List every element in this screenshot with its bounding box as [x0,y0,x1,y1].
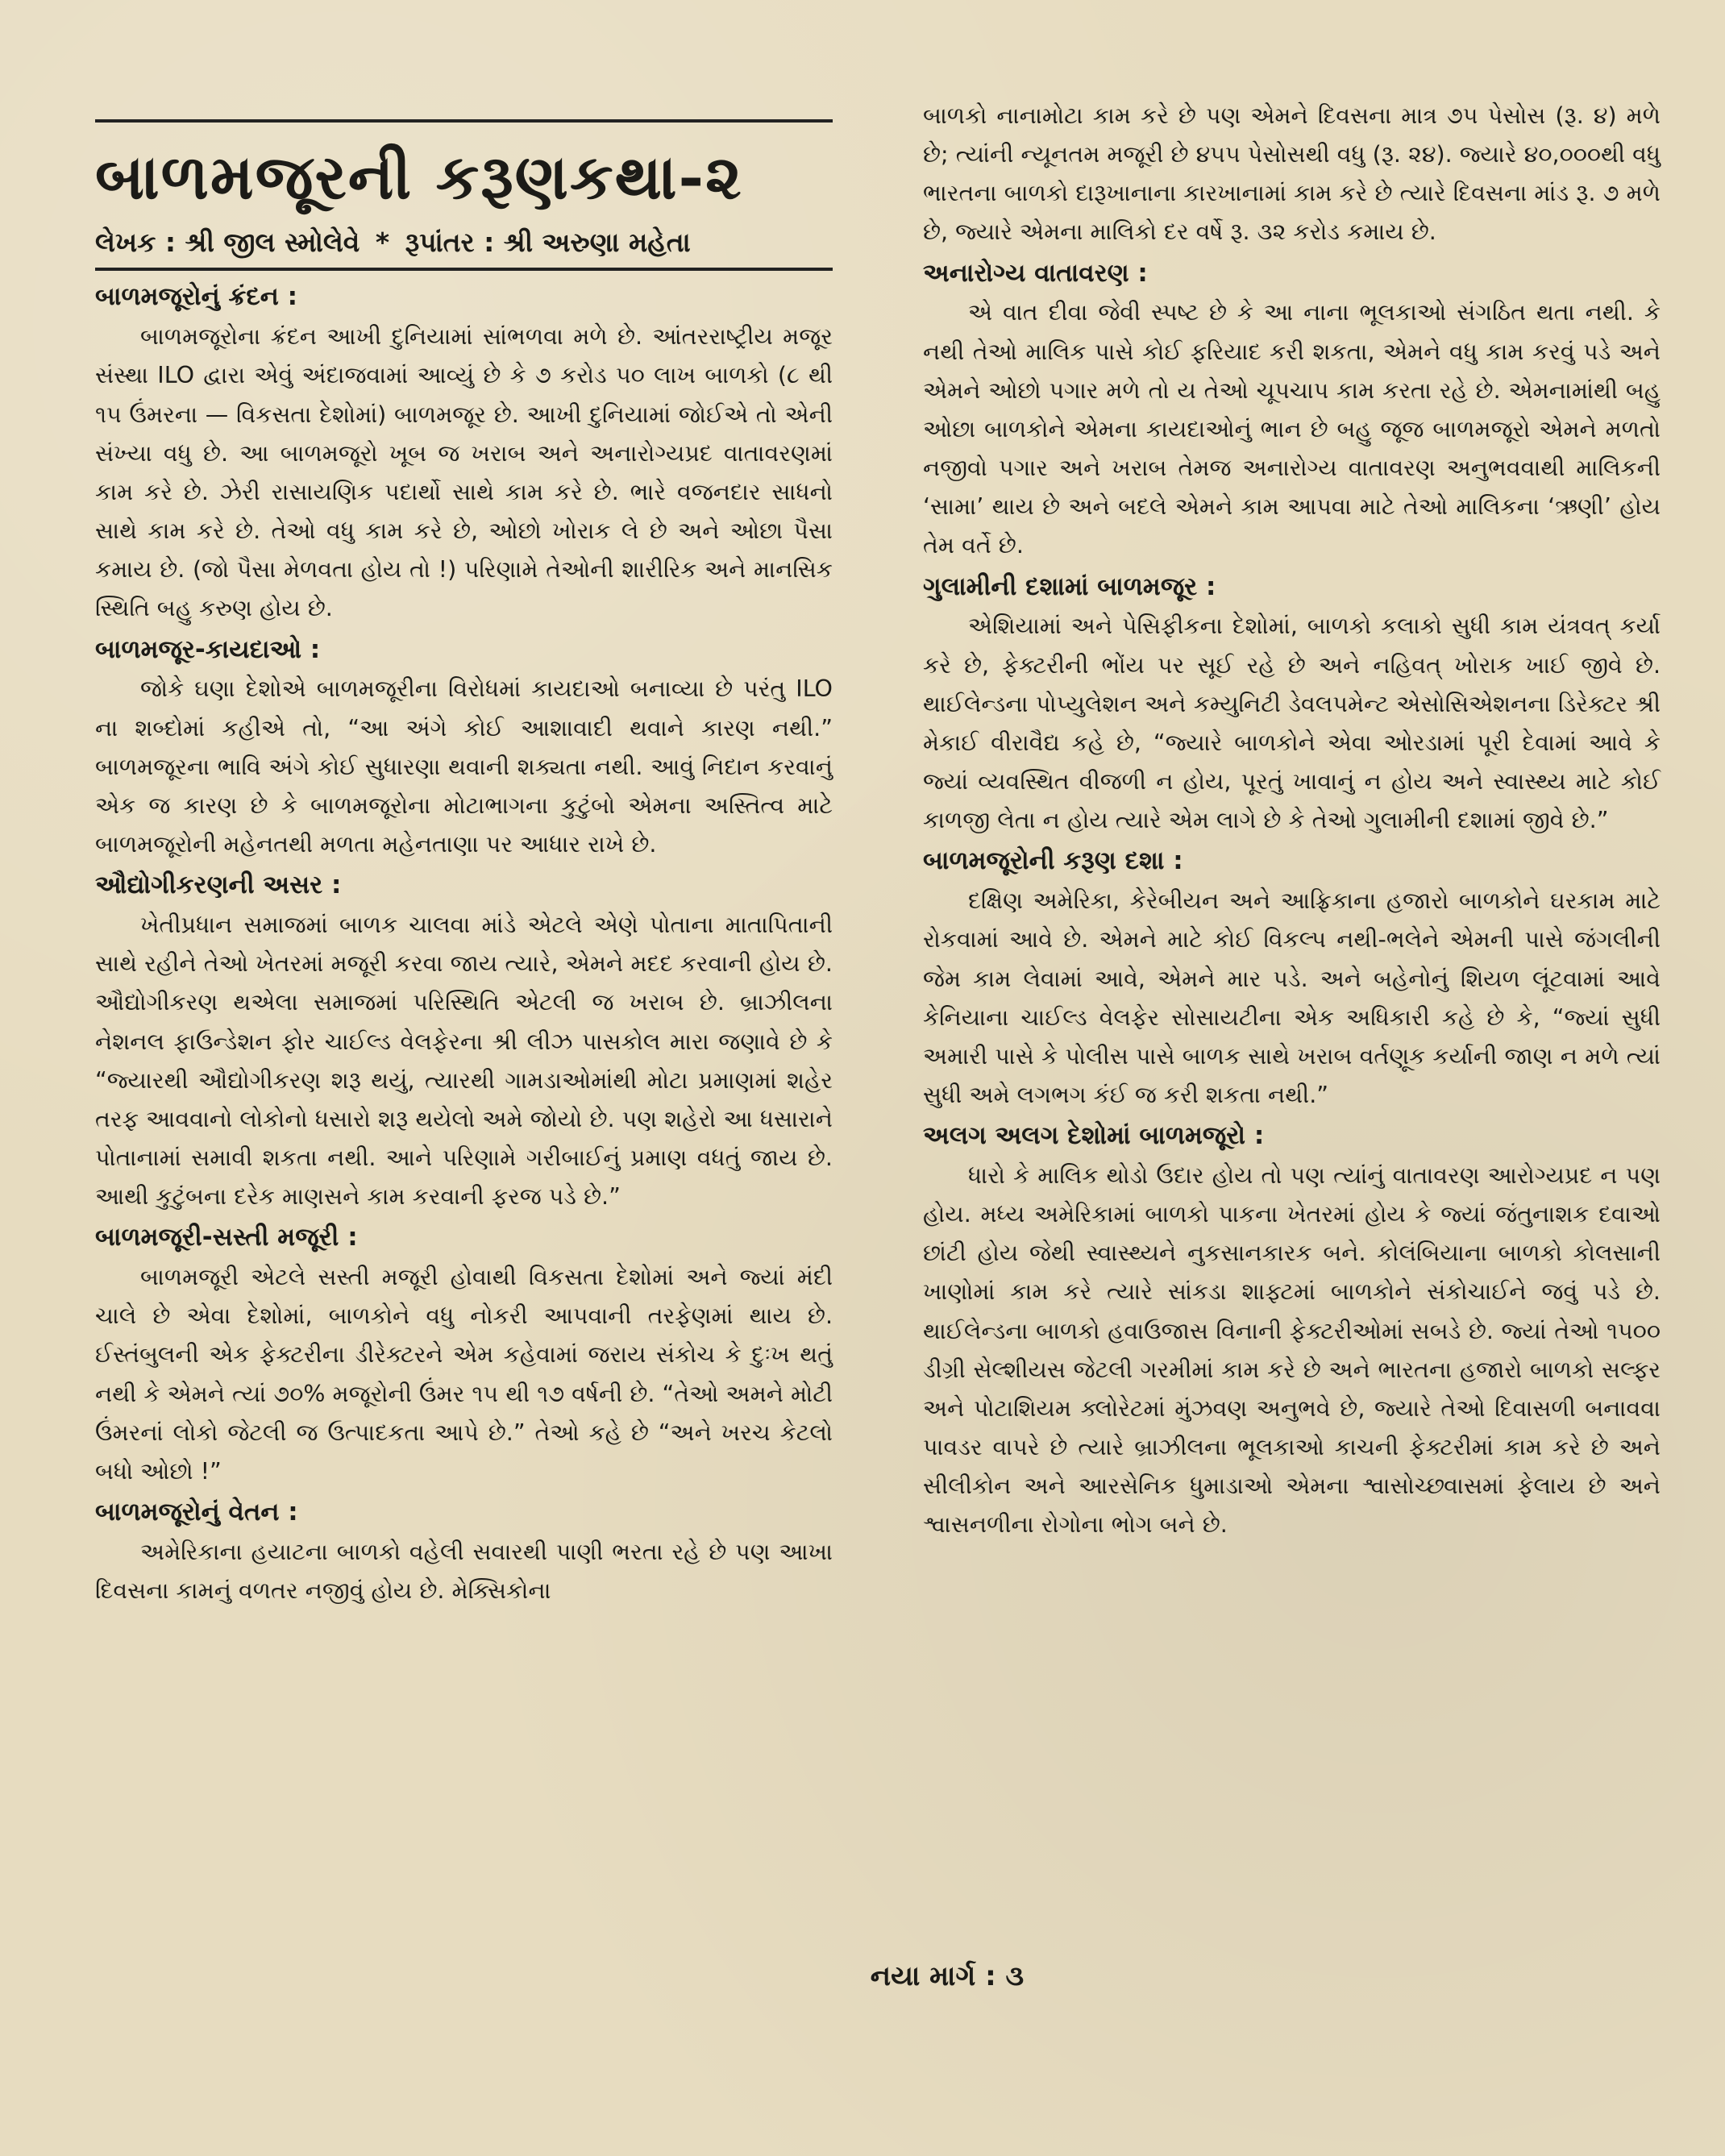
section-heading: અનારોગ્ય વાતાવરણ : [923,258,1148,288]
section-heading: બાળમજૂરોની કરૂણ દશા : [923,846,1183,876]
section-heading: બાળમજૂર-કાયદાઓ : [95,634,321,664]
title-top-rule [95,119,833,123]
paragraph: અમેરિકાના હયાટના બાળકો વહેલી સવારથી પાણી ભરતા રહે છે પણ આખા દિવસના કામનું વળતર નજીવું હોય છે. મેક્સિકોના [95,1538,833,1605]
byline-author: લેખક : શ્રી જીલ સ્મોલેવે [95,226,360,258]
section-heading: ઔદ્યોગીકરણની અસર : [95,870,342,900]
paragraph: ખેતીપ્રધાન સમાજમાં બાળક ચાલવા માંડે એટલે એણે પોતાના માતાપિતાની સાથે રહીને તેઓ ખેતરમાં મજૂરી કરવા જાય ત્યારે, એમને મદદ કરવાની હોય છે. ઔદ્યોગીકરણ થએલા સમાજમાં પરિસ્થિતિ એટલી જ ખરાબ છે. બ્રાઝીલના નેશનલ ફાઉન્ડેશન ફોર ચાઈલ્ડ વેલફેરના શ્રી લીઝ પાસકોલ મારા જણાવે છે કે “જ્યારથી ઔદ્યોગીકરણ શરૂ થયું, ત્યારથી ગામડાઓમાંથી મોટા પ્રમાણમાં શહેર તરફ આવવાનો લોકોનો ધસારો શરૂ થયેલો અમે જોયો છે. પણ શહેરો આ ધસારાને પોતાનામાં સમાવી શકતા નથી. આને પરિણામે ગરીબાઈનું પ્રમાણ વધતું જાય છે. આથી કુટુંબના દરેક માણસને કામ કરવાની ફરજ પડે છે.” [95,912,833,1211]
section-heading: બાળમજૂરી-સસ્તી મજૂરી : [95,1223,358,1252]
section-heading: બાળમજૂરોનું વેતન : [95,1498,298,1527]
paragraph: ધારો કે માલિક થોડો ઉદાર હોય તો પણ ત્યાંનું વાતાવરણ આરોગ્યપ્રદ ન પણ હોય. મધ્ય અમેરિકામાં બાળકો પાકના ખેતરમાં હોય કે જ્યાં જંતુનાશક દવાઓ છાંટી હોય જેથી સ્વાસ્થ્યને નુકસાનકારક બને. કોલંબિયાના બાળકો કોલસાની ખાણોમાં કામ કરે ત્યારે સાંકડા શાફ્ટમાં બાળકોને સંકોચાઈને જવું પડે છે. થાઈલેન્ડના બાળકો હવાઉજાસ વિનાની ફેક્ટરીઓમાં સબડે છે. જ્યાં તેઓ ૧૫૦૦ ડીગ્રી સેલ્શીયસ જેટલી ગરમીમાં કામ કરે છે અને ભારતના હજારો બાળકો સલ્ફર અને પોટાશિયમ ક્લોરેટમાં મુંઝવણ અનુભવે છે, જ્યારે તેઓ દિવાસળી બનાવવા પાવડર વાપરે છે ત્યારે બ્રાઝીલના ભૂલકાઓ કાચની ફેક્ટરીમાં કામ કરે છે અને સીલીકોન અને આરસેનિક ધુમાડાઓ એમના શ્વાસોચ્છ્વાસમાં ફેલાય છે અને શ્વાસનળીના રોગોના ભોગ બને છે. [923,1161,1661,1539]
byline-translator: રૂપાંતર : શ્રી અરુણા મહેતા [405,226,691,258]
paragraph: એ વાત દીવા જેવી સ્પષ્ટ છે કે આ નાના ભૂલકાઓ સંગઠિત થતા નથી. કે નથી તેઓ માલિક પાસે કોઈ ફરિયાદ કરી શકતા, એમને વધુ કામ કરવું પડે અને એમને ઓછો પગાર મળે તો ય તેઓ ચૂપચાપ કામ કરતા રહે છે. એમનામાંથી બહુ ઓછા બાળકોને એમના કાયદાઓનું ભાન છે બહુ જૂજ બાળમજૂરો એમને મળતો નજીવો પગાર અને ખરાબ તેમજ અનારોગ્ય વાતાવરણ અનુભવવાથી માલિકની ‘સામા’ થાય છે અને બદલે એમને કામ આપવા માટે તેઓ માલિકના ‘ઋણી’ હોય તેમ વર્તે છે. [923,299,1661,559]
article-title: બાળમજૂરની કરૂણકથા-૨ [95,141,743,213]
page-footer: નયા માર્ગ : ૩ [870,1960,1025,1992]
byline-separator: * [375,226,390,258]
section-heading: બાળમજૂરોનું ક્રંદન : [95,282,298,312]
article-columns [95,97,1661,1612]
paragraph: બાળમજૂરોના ક્રંદન આખી દુનિયામાં સાંભળવા મળે છે. આંતરરાષ્ટ્રીય મજૂર સંસ્થા ILO દ્વારા એવું અંદાજવામાં આવ્યું છે કે ૭ કરોડ ૫૦ લાખ બાળકો (૮ થી ૧૫ ઉંમરના — વિકસતા દેશોમાં) બાળમજૂર છે. આખી દુનિયામાં જોઈએ તો એની સંખ્યા વધુ છે. આ બાળમજૂરો ખૂબ જ ખરાબ અને અનારોગ્યપ્રદ વાતાવરણમાં કામ કરે છે. ઝેરી રાસાયણિક પદાર્થો સાથે કામ કરે છે. ભારે વજનદાર સાધનો સાથે કામ કરે છે. તેઓ વધુ કામ કરે છે, ઓછો ખોરાક લે છે અને ઓછા પૈસા કમાય છે. (જો પૈસા મેળવતા હોય તો !) પરિણામે તેઓની શારીરિક અને માનસિક સ્થિતિ બહુ કરુણ હોય છે. [95,323,833,622]
section-heading: ગુલામીની દશામાં બાળમજૂર : [923,571,1216,601]
paragraph-continued: બાળકો નાનામોટા કામ કરે છે પણ એમને દિવસના માત્ર ૭૫ પેસોસ (રૂ. ૪) મળે છે; ત્યાંની ન્યૂનતમ મજૂરી છે ૪૫૫ પેસોસથી વધુ (રૂ. ૨૪). જ્યારે ૪૦,૦૦૦થી વધુ ભારતના બાળકો દારૂખાનાના કારખાનામાં કામ કરે છે ત્યારે દિવસના માંડ રૂ. ૭ મળે છે, જ્યારે એમના માલિકો દર વર્ષે રૂ. ૩૨ કરોડ કમાય છે. [923,102,1661,246]
right-column [923,97,1661,1612]
section-heading: અલગ અલગ દેશોમાં બાળમજૂરો : [923,1121,1265,1151]
right-article-body [923,97,1661,1545]
paragraph: જોકે ઘણા દેશોએ બાળમજૂરીના વિરોધમાં કાયદાઓ બનાવ્યા છે પરંતુ ILO ના શબ્દોમાં કહીએ તો, “આ અંગે કોઈ આશાવાદી થવાને કારણ નથી.” બાળમજૂરના ભાવિ અંગે કોઈ સુધારણા થવાની શક્યતા નથી. આવું નિદાન કરવાનું એક જ કારણ છે કે બાળમજૂરોના મોટાભાગના કુટુંબો એમના અસ્તિત્વ માટે બાળમજૂરોની મહેનતથી મળતા મહેનતાણા પર આધાર રાખે છે. [95,675,833,858]
paragraph: બાળમજૂરી એટલે સસ્તી મજૂરી હોવાથી વિકસતા દેશોમાં અને જ્યાં મંદી ચાલે છે એવા દેશોમાં, બાળકોને વધુ નોકરી આપવાની તરફેણમાં થાય છે. ઈસ્તંબુલની એક ફેક્ટરીના ડીરેક્ટરને એમ કહેવામાં જરાય સંકોચ કે દુઃખ થતું નથી કે એમને ત્યાં ૭૦% મજૂરોની ઉંમર ૧૫ થી ૧૭ વર્ષની છે. “તેઓ અમને મોટી ઉંમરનાં લોકો જેટલી જ ઉત્પાદકતા આપે છે.” તેઓ કહે છે “અને ખરચ કેટલો બધો ઓછો !” [95,1264,833,1485]
paragraph: એશિયામાં અને પેસિફીકના દેશોમાં, બાળકો કલાકો સુધી કામ યંત્રવત્ કર્યા કરે છે, ફેક્ટરીની ભોંય પર સૂઈ રહે છે અને નહિવત્ ખોરાક ખાઈ જીવે છે. થાઈલેન્ડના પોપ્યુલેશન અને કમ્યુનિટી ડેવલપમેન્ટ એસોસિએશનના ડિરેક્ટર શ્રી મેકાઈ વીરાવૈદ્ય કહે છે, “જ્યારે બાળકોને એવા ઓરડામાં પૂરી દેવામાં આવે કે જ્યાં વ્યવસ્થિત વીજળી ન હોય, પૂરતું ખાવાનું ન હોય અને સ્વાસ્થ્ય માટે કોઈ કાળજી લેતા ન હોય ત્યારે એમ લાગે છે કે તેઓ ગુલામીની દશામાં જીવે છે.” [923,613,1661,834]
left-column [95,97,833,1612]
byline [95,226,833,272]
paragraph: દક્ષિણ અમેરિકા, કેરેબીયન અને આફ્રિકાના હજારો બાળકોને ઘરકામ માટે રોકવામાં આવે છે. એમને માટે કોઈ વિકલ્પ નથી-ભલેને એમની પાસે જંગલીની જેમ કામ લેવામાં આવે, એમને માર પડે. અને બહેનોનું શિયળ લૂંટવામાં આવે કેનિયાના ચાઈલ્ડ વેલફેર સોસાયટીના એક અધિકારી કહે છે કે, “જ્યાં સુધી અમારી પાસે કે પોલીસ પાસે બાળક સાથે ખરાબ વર્તણૂક કર્યાની જાણ ન મળે ત્યાં સુધી અમે લગભગ કંઈ જ કરી શકતા નથી.” [923,887,1661,1108]
left-article-body [95,280,833,1610]
